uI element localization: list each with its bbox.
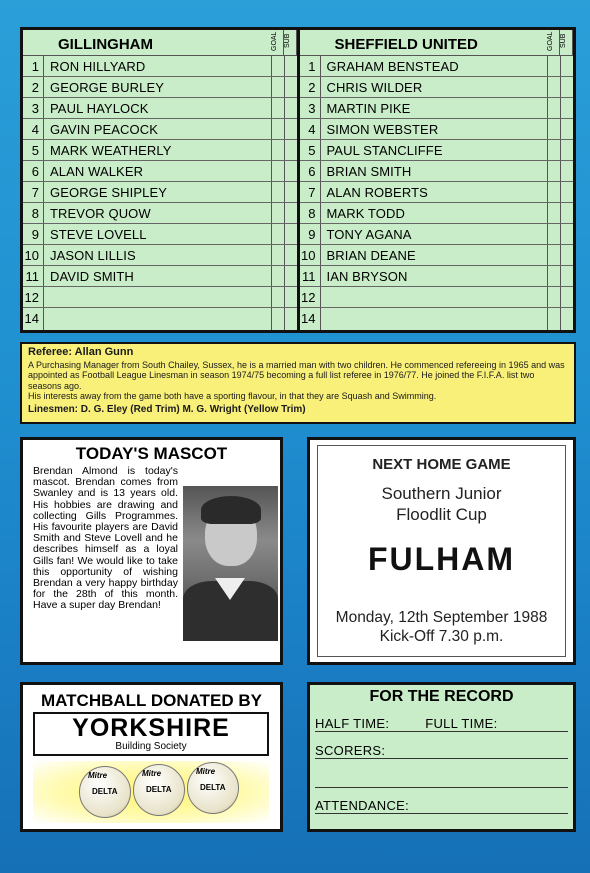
player-number: 1 — [23, 56, 44, 76]
home-team-name: GILLINGHAM — [58, 36, 153, 53]
goal-cell — [547, 56, 560, 76]
player-row — [300, 161, 574, 182]
sub-cell — [560, 266, 573, 286]
player-row — [300, 287, 574, 308]
sub-cell — [560, 224, 573, 244]
away-team-name: SHEFFIELD UNITED — [334, 36, 478, 53]
player-row — [300, 203, 574, 224]
goal-cell — [271, 224, 284, 244]
sub-column-label: SUB — [560, 30, 573, 55]
player-row — [23, 266, 297, 287]
player-number: 14 — [23, 308, 44, 330]
sponsor-name: YORKSHIRE — [72, 714, 230, 742]
player-name: RON HILLYARD — [50, 59, 146, 74]
player-name: CHRIS WILDER — [326, 80, 423, 95]
sub-cell — [284, 161, 297, 181]
sub-cell — [560, 245, 573, 265]
player-name: GEORGE BURLEY — [50, 80, 164, 95]
attendance-line — [315, 798, 568, 814]
player-row — [300, 140, 574, 161]
goal-column-label: GOAL — [547, 30, 560, 55]
ball-brand: Mitre — [196, 767, 216, 776]
player-name: ALAN WALKER — [50, 164, 144, 179]
sub-cell — [560, 203, 573, 223]
home-team-header — [23, 30, 297, 56]
sub-cell — [560, 161, 573, 181]
goal-cell — [547, 203, 560, 223]
mascot-panel — [20, 437, 283, 665]
player-number: 2 — [300, 77, 321, 97]
player-name: SIMON WEBSTER — [326, 122, 439, 137]
player-number: 3 — [23, 98, 44, 118]
sponsor-logo — [33, 712, 269, 756]
goal-cell — [547, 98, 560, 118]
player-name: GEORGE SHIPLEY — [50, 185, 167, 200]
referee-interests: His interests away from the game both have a sporting flavour, in that they are Squash and Swimming. — [28, 391, 437, 401]
goal-cell — [547, 266, 560, 286]
player-row — [300, 119, 574, 140]
player-name: TREVOR QUOW — [50, 206, 151, 221]
player-name — [321, 287, 548, 307]
football-icon — [187, 762, 239, 814]
player-row — [23, 77, 297, 98]
photo-hair — [201, 496, 261, 524]
player-number: 8 — [300, 203, 321, 223]
sub-cell — [560, 308, 573, 330]
competition-line-1: Southern Junior — [381, 484, 502, 503]
score-line — [315, 716, 568, 732]
mascot-photo — [183, 486, 278, 641]
player-number: 3 — [300, 98, 321, 118]
player-number: 10 — [23, 245, 44, 265]
referee-bio: A Purchasing Manager from South Chailey, Sussex, he is a married man with two children. He commenced refereeing in 1965 and was appointed as Football League Linesman in season 1974/75 becoming a full list referee in 1976/77. He joined the F.I.F.A. list two seasons ago. — [28, 359, 565, 391]
player-row — [300, 77, 574, 98]
sub-cell — [560, 77, 573, 97]
player-row — [300, 266, 574, 287]
player-name: ALAN ROBERTS — [326, 185, 428, 200]
player-number: 6 — [23, 161, 44, 181]
half-time-label: HALF TIME: — [315, 716, 390, 731]
goal-cell — [547, 245, 560, 265]
goal-cell — [547, 77, 560, 97]
sub-cell — [560, 140, 573, 160]
scorers-blank-line — [315, 771, 568, 788]
sub-cell — [284, 182, 297, 202]
player-number: 5 — [23, 140, 44, 160]
goal-cell — [271, 203, 284, 223]
player-name: JASON LILLIS — [50, 248, 136, 263]
player-number: 12 — [23, 287, 44, 307]
ball-brand: Mitre — [142, 769, 162, 778]
sub-cell — [284, 140, 297, 160]
player-name — [321, 308, 548, 330]
player-row — [23, 308, 297, 330]
player-name: PAUL STANCLIFFE — [326, 143, 443, 158]
goal-column-label: GOAL — [271, 30, 284, 55]
competition-line-2: Floodlit Cup — [396, 505, 487, 524]
sub-cell — [560, 56, 573, 76]
player-name — [44, 287, 271, 307]
sub-cell — [560, 287, 573, 307]
goal-cell — [547, 287, 560, 307]
sub-cell — [284, 98, 297, 118]
goal-cell — [547, 140, 560, 160]
sub-column-label: SUB — [284, 30, 297, 55]
sub-cell — [560, 182, 573, 202]
player-name: DAVID SMITH — [50, 269, 134, 284]
ball-model: DELTA — [146, 785, 172, 794]
goal-cell — [271, 245, 284, 265]
goal-cell — [547, 224, 560, 244]
match-date-text: Monday, 12th September 1988 — [335, 609, 548, 626]
mascot-text: Brendan Almond is today's mascot. Brendan comes from Swanley and is 13 years old. His hobbies are drawing and collecting Gills Programmes. His favourite players are David Smith and Steve Lovell and he describes himself as a loyal Gills fan! We would like to take this opportunity of wishing Brendan a very happy birthday for the 28th of this month. Have a super day Brendan! — [33, 465, 178, 612]
player-name: BRIAN DEANE — [326, 248, 416, 263]
goal-cell — [271, 140, 284, 160]
player-number: 10 — [300, 245, 321, 265]
goal-cell — [271, 287, 284, 307]
goal-cell — [271, 56, 284, 76]
player-name: MARK TODD — [326, 206, 405, 221]
sub-cell — [560, 98, 573, 118]
goal-cell — [271, 119, 284, 139]
match-date — [318, 608, 565, 646]
player-number: 9 — [23, 224, 44, 244]
away-team-header — [300, 30, 574, 56]
player-name: MARK WEATHERLY — [50, 143, 172, 158]
player-row — [23, 56, 297, 77]
away-team — [297, 30, 574, 330]
sub-cell — [284, 77, 297, 97]
player-row — [23, 224, 297, 245]
referee-info — [20, 342, 576, 424]
player-number: 8 — [23, 203, 44, 223]
goal-cell — [271, 308, 284, 330]
goal-cell — [271, 161, 284, 181]
player-row — [300, 56, 574, 77]
sub-cell — [284, 287, 297, 307]
player-number: 11 — [300, 266, 321, 286]
goal-cell — [271, 77, 284, 97]
sub-cell — [560, 119, 573, 139]
football-icon — [79, 766, 131, 818]
player-name: TONY AGANA — [326, 227, 412, 242]
player-row — [23, 287, 297, 308]
opponent-name: FULHAM — [367, 541, 516, 577]
scorers-line — [315, 743, 568, 759]
sub-cell — [284, 266, 297, 286]
home-team — [23, 30, 297, 330]
player-row — [300, 182, 574, 203]
goal-cell — [547, 161, 560, 181]
goal-cell — [271, 266, 284, 286]
player-row — [23, 119, 297, 140]
mascot-title: TODAY'S MASCOT — [75, 444, 228, 463]
player-row — [300, 308, 574, 330]
player-name — [44, 308, 271, 330]
player-number: 9 — [300, 224, 321, 244]
player-number: 5 — [300, 140, 321, 160]
player-row — [23, 245, 297, 266]
matchball-title: MATCHBALL DONATED BY — [41, 691, 262, 710]
player-number: 1 — [300, 56, 321, 76]
goal-cell — [271, 182, 284, 202]
full-time-label: FULL TIME: — [425, 716, 498, 731]
player-number: 4 — [23, 119, 44, 139]
player-row — [23, 140, 297, 161]
player-name: GAVIN PEACOCK — [50, 122, 158, 137]
competition-name — [318, 483, 565, 525]
player-number: 6 — [300, 161, 321, 181]
away-player-list — [300, 56, 574, 330]
player-number: 7 — [300, 182, 321, 202]
player-name: BRIAN SMITH — [326, 164, 412, 179]
record-panel — [307, 682, 576, 832]
ball-model: DELTA — [92, 787, 118, 796]
goal-cell — [547, 182, 560, 202]
player-row — [23, 161, 297, 182]
player-name: PAUL HAYLOCK — [50, 101, 149, 116]
home-player-list — [23, 56, 297, 330]
player-number: 14 — [300, 308, 321, 330]
sub-cell — [284, 203, 297, 223]
next-home-game-panel — [307, 437, 576, 665]
ball-model: DELTA — [200, 783, 226, 792]
sub-cell — [284, 224, 297, 244]
player-name: MARTIN PIKE — [326, 101, 411, 116]
goal-cell — [547, 119, 560, 139]
player-row — [300, 98, 574, 119]
next-home-game-frame — [317, 445, 566, 657]
player-number: 11 — [23, 266, 44, 286]
attendance-label: ATTENDANCE: — [315, 798, 410, 813]
player-row — [23, 203, 297, 224]
sponsor-subtitle: Building Society — [115, 741, 187, 752]
team-sheet — [20, 27, 576, 333]
ball-image — [33, 761, 269, 823]
player-row — [300, 245, 574, 266]
ball-brand: Mitre — [88, 771, 108, 780]
player-number: 12 — [300, 287, 321, 307]
player-number: 4 — [300, 119, 321, 139]
goal-cell — [271, 98, 284, 118]
next-home-game-title: NEXT HOME GAME — [372, 456, 511, 473]
kickoff-time: Kick-Off 7.30 p.m. — [379, 628, 504, 645]
matchball-panel — [20, 682, 283, 832]
player-name: IAN BRYSON — [326, 269, 408, 284]
football-icon — [133, 764, 185, 816]
sub-cell — [284, 119, 297, 139]
referee-title: Referee: Allan Gunn — [28, 346, 134, 358]
sub-cell — [284, 308, 297, 330]
goal-cell — [547, 308, 560, 330]
sub-cell — [284, 56, 297, 76]
record-title: FOR THE RECORD — [369, 688, 514, 705]
player-name: STEVE LOVELL — [50, 227, 147, 242]
player-row — [23, 182, 297, 203]
linesmen: Linesmen: D. G. Eley (Red Trim) M. G. Wright (Yellow Trim) — [28, 403, 306, 415]
player-name: GRAHAM BENSTEAD — [326, 59, 459, 74]
player-row — [23, 98, 297, 119]
sub-cell — [284, 245, 297, 265]
player-number: 7 — [23, 182, 44, 202]
player-number: 2 — [23, 77, 44, 97]
player-row — [300, 224, 574, 245]
scorers-label: SCORERS: — [315, 743, 386, 758]
